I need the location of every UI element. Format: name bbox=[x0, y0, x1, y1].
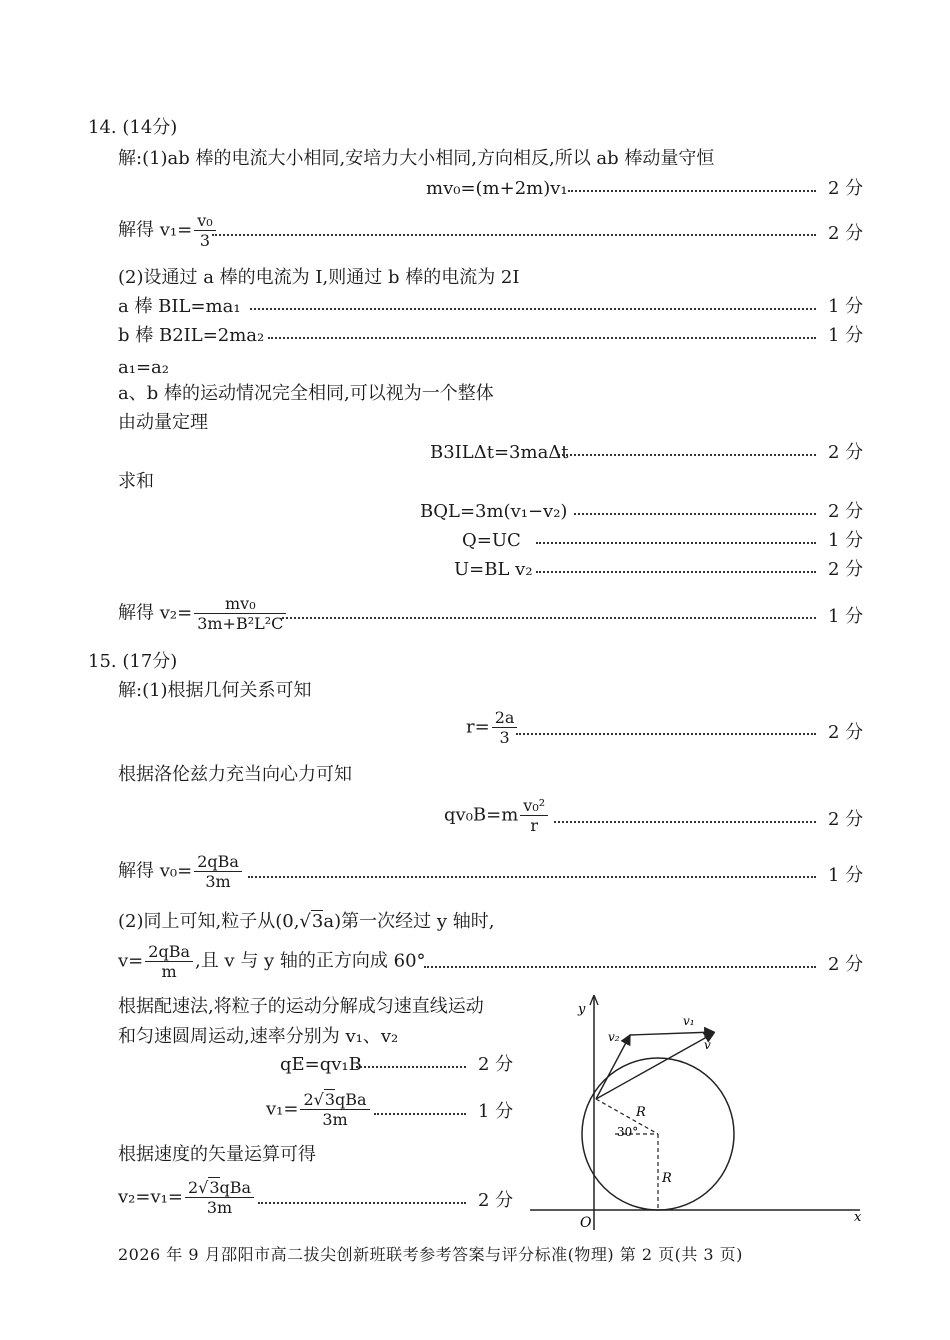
leader bbox=[258, 1202, 466, 1204]
score: 2 分 bbox=[828, 954, 864, 975]
v1-label: v₁ bbox=[683, 1014, 695, 1028]
score: 2 分 bbox=[478, 1054, 514, 1075]
score: 1 分 bbox=[828, 296, 864, 317]
x-axis-label: x bbox=[854, 1210, 862, 1225]
q15-line-1: 解:(1)根据几何关系可知 bbox=[118, 680, 312, 701]
q15-line-5: v= $\frac{\text{2qBa}}{m}$ ,且 v 与 y 轴的正方向成 60° bbox=[118, 942, 426, 981]
leader bbox=[212, 234, 816, 236]
q15-line-v0: 解得 v₀= $\frac{\text{2qBa}}{3m}$ bbox=[118, 852, 244, 891]
v2-label: v₂ bbox=[608, 1030, 620, 1044]
score: 1 分 bbox=[828, 325, 864, 346]
score: 1 分 bbox=[828, 865, 864, 886]
q14-line-v1: 解得 v₁= $\frac{\text{v₀}}{3}$ bbox=[118, 211, 218, 250]
q14-eq-momentum: mv₀=(m+2m)v₁ bbox=[426, 178, 568, 199]
leader bbox=[574, 513, 816, 515]
q15-eq-radius: r= $\frac{2a}{3}$ bbox=[466, 708, 519, 747]
leader bbox=[554, 821, 816, 823]
q14-line-8: 由动量定理 bbox=[118, 412, 208, 433]
radius-label-1: R bbox=[636, 1105, 646, 1120]
score: 2 分 bbox=[828, 809, 864, 830]
origin-label: O bbox=[580, 1215, 592, 1231]
leader bbox=[282, 617, 816, 619]
score: 2 分 bbox=[828, 442, 864, 463]
leader bbox=[424, 966, 816, 968]
score: 1 分 bbox=[828, 530, 864, 551]
score: 2 分 bbox=[828, 178, 864, 199]
q15-eq-v1: v₁= $\frac{\text{2√3qBa}}{3m}$ bbox=[266, 1090, 372, 1129]
q14-eq-sum: BQL=3m(v₁−v₂) bbox=[420, 501, 568, 522]
leader bbox=[374, 1113, 466, 1115]
score: 2 分 bbox=[828, 223, 864, 244]
q15-eq-lorentz: qv₀B=m $\frac{\text{v₀²}}{r}$ bbox=[444, 796, 550, 835]
leader bbox=[516, 733, 816, 735]
score: 2 分 bbox=[478, 1190, 514, 1211]
page-footer: 2026 年 9 月邵阳市高二拔尖创新班联考参考答案与评分标准(物理) 第 2 页(共 3 页) bbox=[118, 1245, 743, 1264]
q15-line-4: (2)同上可知,粒子从(0,√3a)第一次经过 y 轴时, bbox=[118, 911, 495, 932]
q15-line-6: 根据配速法,将粒子的运动分解成匀速直线运动 bbox=[118, 996, 484, 1017]
q14-line-v2: 解得 v₂= $\frac{\text{mv₀}}{\text{3m+B²L²C}}$ bbox=[118, 594, 288, 633]
angle-label: 30° bbox=[617, 1125, 639, 1139]
motion-diagram bbox=[520, 995, 880, 1255]
q14-line-a1a2: a₁=a₂ bbox=[118, 357, 169, 378]
leader bbox=[268, 337, 816, 339]
radius-label-2: R bbox=[662, 1171, 672, 1186]
q14-line-a: a 棒 BIL=ma₁ bbox=[118, 296, 241, 317]
score: 1 分 bbox=[828, 606, 864, 627]
q14-line-1: 解:(1)ab 棒的电流大小相同,安培力大小相同,方向相反,所以 ab 棒动量守恒 bbox=[118, 148, 715, 169]
q14-line-b: b 棒 B2IL=2ma₂ bbox=[118, 325, 265, 346]
q14-line-7: a、b 棒的运动情况完全相同,可以视为一个整体 bbox=[118, 383, 494, 404]
y-axis-label: y bbox=[578, 1002, 586, 1017]
q14-eq-charge: Q=UC bbox=[462, 530, 521, 551]
leader bbox=[248, 876, 816, 878]
score: 2 分 bbox=[828, 501, 864, 522]
q15-line-7: 和匀速圆周运动,速率分别为 v₁、v₂ bbox=[118, 1026, 399, 1047]
leader bbox=[536, 571, 816, 573]
leader bbox=[356, 1066, 466, 1068]
leader bbox=[568, 190, 816, 192]
leader bbox=[558, 454, 816, 456]
q15-line-2: 根据洛伦兹力充当向心力可知 bbox=[118, 764, 352, 785]
leader bbox=[250, 308, 816, 310]
q15-eq-force: qE=qv₁B bbox=[280, 1054, 362, 1075]
q15-eq-v2: v₂=v₁= $\frac{\text{2√3qBa}}{3m}$ bbox=[118, 1178, 256, 1217]
q14-line-3: (2)设通过 a 棒的电流为 I,则通过 b 棒的电流为 2I bbox=[118, 267, 520, 288]
v-label: v bbox=[704, 1038, 711, 1052]
q14-line-9: 求和 bbox=[118, 471, 154, 492]
score: 2 分 bbox=[828, 722, 864, 743]
score: 2 分 bbox=[828, 559, 864, 580]
q14-eq-impulse: B3ILΔt=3maΔt bbox=[430, 442, 569, 463]
q14-heading: 14. (14分) bbox=[88, 117, 178, 138]
v1-vector bbox=[630, 1032, 714, 1035]
leader bbox=[536, 542, 816, 544]
score: 1 分 bbox=[478, 1101, 514, 1122]
q15-line-8: 根据速度的矢量运算可得 bbox=[118, 1144, 316, 1165]
q14-eq-voltage: U=BL v₂ bbox=[454, 559, 533, 580]
q15-heading: 15. (17分) bbox=[88, 651, 178, 672]
